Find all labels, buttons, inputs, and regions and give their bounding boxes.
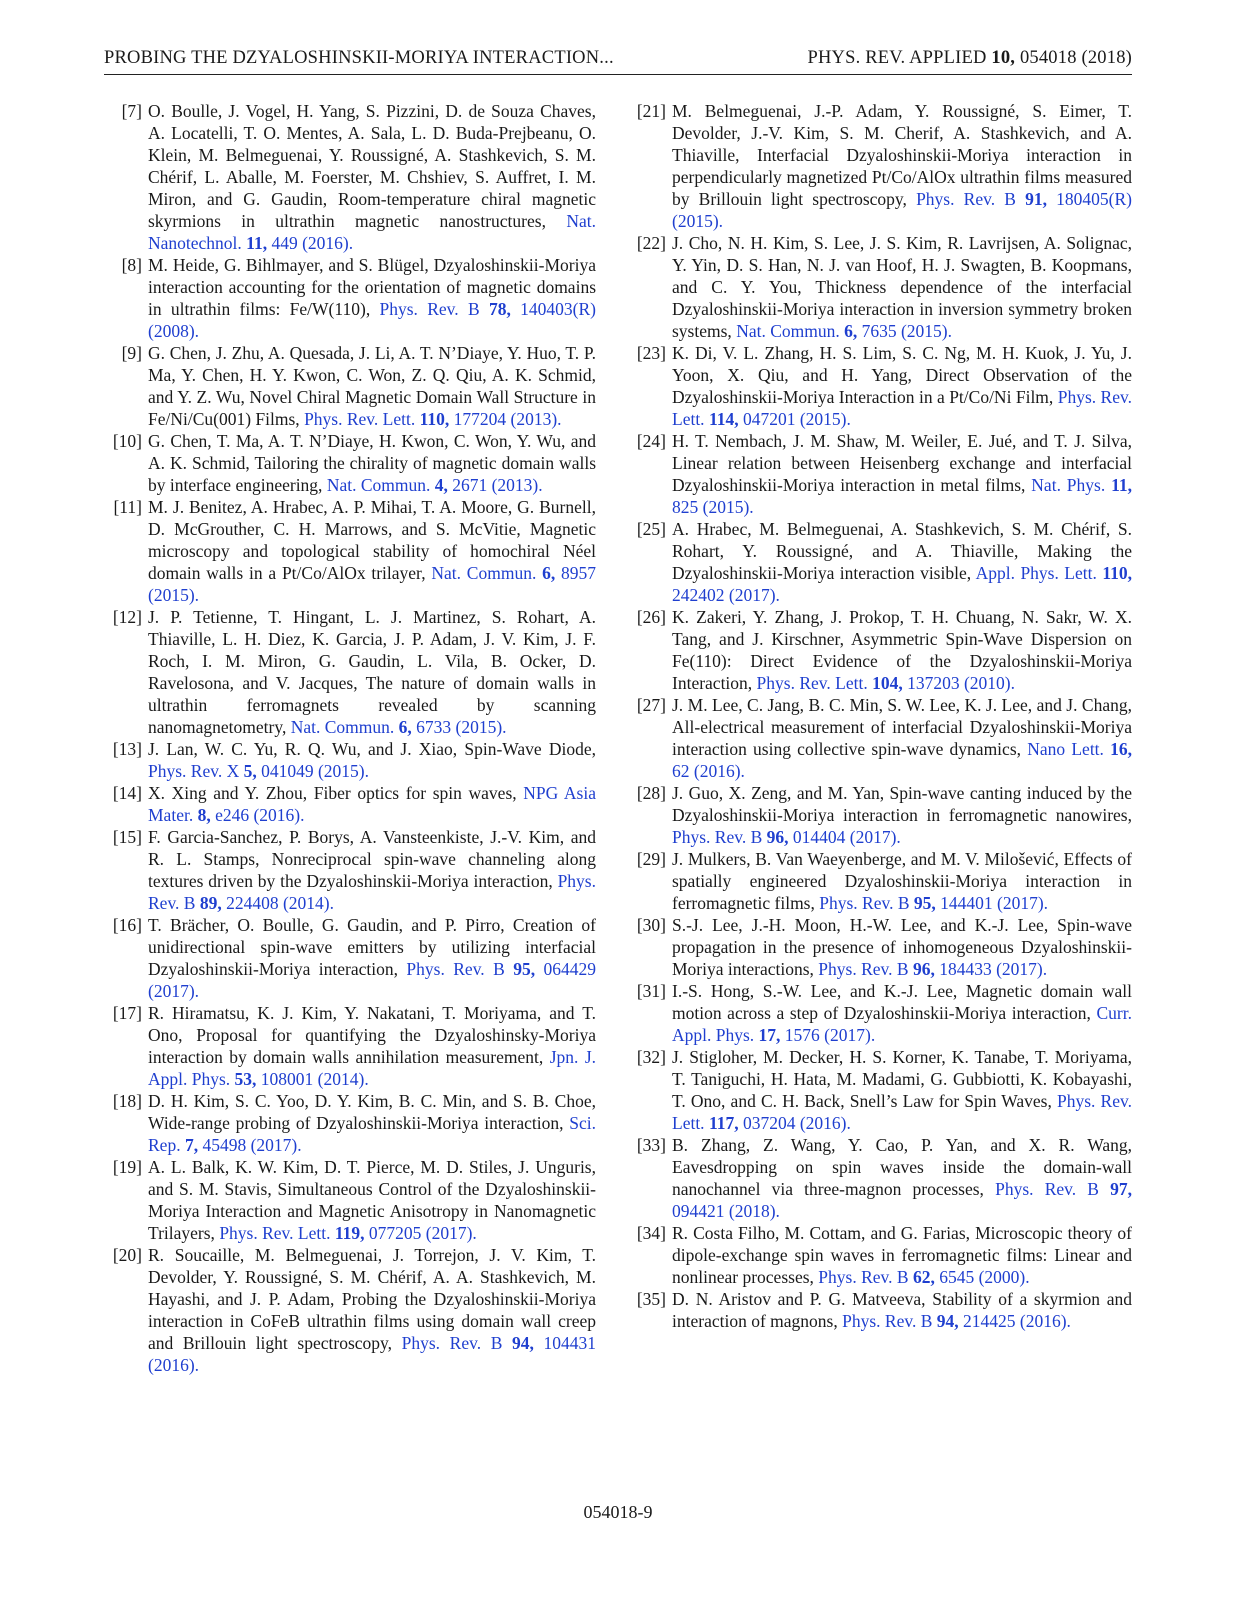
reference-pages-year: 037204 (2016). — [742, 1113, 851, 1133]
reference-number: [27] — [636, 695, 666, 715]
reference-item — [628, 782, 1132, 848]
reference-number: [12] — [112, 607, 142, 627]
reference-pages-year: 214425 (2016). — [963, 1311, 1071, 1331]
header-title: PROBING THE DZYALOSHINSKII-MORIYA INTERACTION... — [104, 48, 614, 68]
reference-pages-year: 8957 (2015). — [148, 563, 597, 605]
reference-link[interactable] — [818, 1267, 1029, 1287]
reference-item — [628, 914, 1132, 980]
reference-pages-year: 064429 (2017). — [148, 959, 597, 1001]
reference-text: X. Xing and Y. Zhou, Fiber optics for spin waves, — [148, 783, 517, 803]
reference-journal: Phys. Rev. B — [379, 299, 480, 319]
reference-volume: 7, — [184, 1135, 199, 1155]
reference-number: [33] — [636, 1135, 666, 1155]
reference-number: [11] — [113, 497, 142, 517]
reference-pages-year: 047201 (2015). — [742, 409, 851, 429]
reference-number: [26] — [636, 607, 666, 627]
reference-link[interactable] — [736, 321, 952, 341]
reference-journal: Nat. Nanotechnol. — [148, 211, 596, 253]
reference-item — [104, 254, 596, 342]
reference-volume: 95, — [913, 893, 936, 913]
reference-text: R. Soucaille, M. Belmeguenai, J. Torrejon, J. V. Kim, T. Devolder, Y. Roussigné, S. M. Chérif, A. A. Stashkevich, M. Hayashi, and J. P. Adam, Probing the Dzyaloshinskii-Moriya interaction in CoFeB ultrathin films using domain wall creep and Brillouin light spectroscopy, — [148, 1245, 596, 1353]
reference-number: [21] — [636, 101, 666, 121]
reference-link[interactable] — [818, 959, 1047, 979]
reference-journal: Nat. Phys. — [1031, 475, 1106, 495]
reference-item — [104, 1002, 596, 1090]
reference-link[interactable] — [672, 827, 901, 847]
reference-text: K. Zakeri, Y. Zhang, J. Prokop, T. H. Chuang, N. Sakr, W. X. Tang, and J. Kirschner, Asymmetric Spin-Wave Dispersion on Fe(110): Direct Evidence of the Dzyaloshinskii-Moriya Interaction, — [672, 607, 1132, 693]
reference-pages-year: 144401 (2017). — [940, 893, 1049, 913]
reference-number: [17] — [112, 1003, 142, 1023]
reference-volume: 17, — [758, 1025, 781, 1045]
reference-item — [628, 848, 1132, 914]
reference-journal: Phys. Rev. B — [148, 871, 596, 913]
reference-journal: Phys. Rev. B — [995, 1179, 1099, 1199]
reference-link[interactable] — [219, 1223, 476, 1243]
reference-pages-year: 2671 (2013). — [452, 475, 543, 495]
reference-pages-year: 041049 (2015). — [261, 761, 370, 781]
reference-number: [15] — [112, 827, 142, 847]
header-citation — [808, 48, 1133, 69]
reference-volume: 110, — [419, 409, 450, 429]
reference-link[interactable] — [757, 673, 1015, 693]
reference-item — [628, 430, 1132, 518]
reference-number: [13] — [112, 739, 142, 759]
reference-text: A. Hrabec, M. Belmeguenai, A. Stashkevich, S. M. Chérif, S. Rohart, Y. Roussigné, and A. Thiaville, Making the Dzyaloshinskii-Moriya interaction visible, — [672, 519, 1132, 583]
reference-journal: Sci. Rep. — [148, 1113, 596, 1155]
reference-item — [104, 826, 596, 914]
reference-pages-year: 180405(R) (2015). — [672, 189, 1132, 231]
reference-volume: 62, — [912, 1267, 935, 1287]
reference-number: [9] — [121, 343, 142, 363]
reference-text: M. J. Benitez, A. Hrabec, A. P. Mihai, T. A. Moore, G. Burnell, D. McGrouther, C. H. Marrows, and S. McVitie, Magnetic microscopy and topological stability of homochiral Néel domain walls in a Pt/Co/AlOx trilayer, — [148, 497, 596, 583]
reference-text: T. Brächer, O. Boulle, G. Gaudin, and P. Pirro, Creation of unidirectional spin-wave emitters by utilizing interfacial Dzyaloshinskii-Moriya interaction, — [148, 915, 596, 979]
reference-item — [628, 694, 1132, 782]
reference-number: [22] — [636, 233, 666, 253]
reference-journal: Nat. Commun. — [326, 475, 431, 495]
reference-journal: Phys. Rev. Lett. — [672, 1091, 1132, 1133]
running-header — [104, 44, 1132, 75]
reference-item — [628, 518, 1132, 606]
reference-item — [104, 430, 596, 496]
reference-number: [18] — [112, 1091, 142, 1111]
reference-number: [10] — [112, 431, 142, 451]
reference-number: [23] — [636, 343, 666, 363]
reference-number: [29] — [636, 849, 666, 869]
reference-journal: Phys. Rev. Lett. — [219, 1223, 331, 1243]
reference-link[interactable] — [304, 409, 561, 429]
reference-pages-year: 104431 (2016). — [148, 1333, 597, 1375]
reference-text: J. Guo, X. Zeng, and M. Yan, Spin-wave canting induced by the Dzyaloshinskii-Moriya interaction in ferromagnetic nanowires, — [672, 783, 1132, 825]
reference-pages-year: 140403(R) (2008). — [148, 299, 596, 341]
reference-journal: Jpn. J. Appl. Phys. — [148, 1047, 597, 1089]
reference-pages-year: 077205 (2017). — [368, 1223, 477, 1243]
reference-item — [628, 1134, 1132, 1222]
reference-link[interactable] — [842, 1311, 1071, 1331]
reference-pages-year: 1576 (2017). — [784, 1025, 876, 1045]
reference-volume: 95, — [513, 959, 536, 979]
reference-pages-year: 7635 (2015). — [861, 321, 953, 341]
reference-number: [14] — [112, 783, 142, 803]
reference-number: [16] — [112, 915, 142, 935]
reference-link[interactable] — [327, 475, 543, 495]
reference-text: R. Costa Filho, M. Cottam, and G. Farias, Microscopic theory of dipole-exchange spin waves in ferromagnetic films: Linear and nonlinear processes, — [672, 1223, 1132, 1287]
reference-journal: Phys. Rev. Lett. — [304, 409, 416, 429]
references-left-column — [104, 100, 596, 1376]
reference-item — [104, 100, 596, 254]
reference-item — [104, 1156, 596, 1244]
reference-journal: Phys. Rev. B — [916, 189, 1016, 209]
reference-text: D. H. Kim, S. C. Yoo, D. Y. Kim, B. C. Min, and S. B. Choe, Wide-range probing of Dzyaloshinskii-Moriya interaction, — [148, 1091, 596, 1133]
reference-item — [104, 1244, 596, 1376]
reference-pages-year: 449 (2016). — [271, 233, 354, 253]
reference-journal: Nat. Commun. — [431, 563, 537, 583]
reference-text: F. Garcia-Sanchez, P. Borys, A. Vansteenkiste, J.-V. Kim, and R. L. Stamps, Nonreciprocal spin-wave channeling along textures driven by the Dzyaloshinskii-Moriya interaction, — [148, 827, 596, 891]
reference-journal: Phys. Rev. B — [819, 893, 910, 913]
reference-pages-year: 825 (2015). — [672, 497, 754, 517]
reference-volume: 8, — [197, 805, 211, 825]
reference-volume: 97, — [1110, 1179, 1133, 1199]
header-volume: 10, — [991, 48, 1016, 68]
reference-volume: 94, — [512, 1333, 534, 1353]
reference-pages-year: 62 (2016). — [672, 761, 745, 781]
reference-pages-year: 6545 (2000). — [939, 1267, 1030, 1287]
reference-text: G. Chen, J. Zhu, A. Quesada, J. Li, A. T. N’Diaye, Y. Huo, T. P. Ma, Y. Chen, H. Y. Kwon, C. Won, Z. Q. Qiu, A. K. Schmid, and Y. Z. Wu, Novel Chiral Magnetic Domain Wall Structure in Fe/Ni/Cu(001) Films, — [148, 343, 596, 429]
reference-text: B. Zhang, Z. Wang, Y. Cao, P. Yan, and X. R. Wang, Eavesdropping on spin waves inside the domain-wall nanochannel via three-magnon processes, — [672, 1135, 1132, 1199]
reference-journal: Phys. Rev. B — [401, 1333, 503, 1353]
reference-text: H. T. Nembach, J. M. Shaw, M. Weiler, E. Jué, and T. J. Silva, Linear relation between Heisenberg exchange and interfacial Dzyaloshinskii-Moriya interaction in metal films, — [672, 431, 1132, 495]
reference-item — [104, 606, 596, 738]
reference-journal: Phys. Rev. B — [818, 959, 909, 979]
reference-item — [104, 738, 596, 782]
reference-item — [628, 1046, 1132, 1134]
reference-volume: 119, — [334, 1223, 365, 1243]
reference-text: K. Di, V. L. Zhang, H. S. Lim, S. C. Ng, M. H. Kuok, J. Yu, J. Yoon, X. Qiu, and H. Yang, Direct Observation of the Dzyaloshinskii-Moriya Interaction in a Pt/Co/Ni Film, — [672, 343, 1132, 407]
reference-volume: 11, — [246, 233, 268, 253]
reference-volume: 6, — [542, 563, 556, 583]
reference-item — [628, 232, 1132, 342]
reference-pages-year: 137203 (2010). — [907, 673, 1015, 693]
reference-journal: Phys. Rev. X — [148, 761, 240, 781]
reference-pages-year: 242402 (2017). — [672, 585, 780, 605]
reference-pages-year: 094421 (2018). — [672, 1201, 780, 1221]
reference-link[interactable] — [819, 893, 1048, 913]
reference-item — [628, 1222, 1132, 1288]
reference-pages-year: 6733 (2015). — [416, 717, 507, 737]
reference-link[interactable] — [291, 717, 507, 737]
reference-journal: Nat. Commun. — [290, 717, 395, 737]
reference-item — [104, 782, 596, 826]
reference-text: J. Stigloher, M. Decker, H. S. Korner, K. Tanabe, T. Moriyama, T. Taniguchi, H. Hata, M. Madami, G. Gubbiotti, K. Kobayashi, T. Ono, and C. H. Back, Snell’s Law for Spin Waves, — [672, 1047, 1132, 1111]
reference-number: [8] — [121, 255, 142, 275]
header-article: 054018 (2018) — [1019, 48, 1132, 68]
reference-number: [32] — [636, 1047, 666, 1067]
reference-number: [28] — [636, 783, 666, 803]
reference-number: [34] — [636, 1223, 666, 1243]
reference-pages-year: e246 (2016). — [215, 805, 305, 825]
reference-pages-year: 224408 (2014). — [226, 893, 335, 913]
reference-volume: 114, — [708, 409, 739, 429]
reference-journal: Curr. Appl. Phys. — [672, 1003, 1132, 1045]
reference-number: [35] — [636, 1289, 666, 1309]
reference-pages-year: 184433 (2017). — [939, 959, 1048, 979]
reference-item — [104, 1090, 596, 1156]
reference-text: J. Mulkers, B. Van Waeyenberge, and M. V. Milošević, Effects of spatially engineered Dzyaloshinskii-Moriya interaction in ferromagnetic films, — [672, 849, 1132, 913]
reference-journal: Appl. Phys. Lett. — [975, 563, 1097, 583]
header-journal: PHYS. REV. APPLIED — [807, 48, 987, 68]
reference-text: J. Lan, W. C. Yu, R. Q. Wu, and J. Xiao, Spin-Wave Diode, — [148, 739, 596, 759]
reference-volume: 6, — [844, 321, 858, 341]
references-right-column — [628, 100, 1132, 1332]
reference-text: O. Boulle, J. Vogel, H. Yang, S. Pizzini, D. de Souza Chaves, A. Locatelli, T. O. Mentes, A. Sala, L. D. Buda-Prejbeanu, O. Klein, M. Belmeguenai, Y. Roussigné, A. Stashkevich, S. M. Chérif, L. Aballe, M. Foerster, M. Chshiev, S. Auffret, I. M. Miron, and G. Gaudin, Room-temperature chiral magnetic skyrmions in ultrathin magnetic nanostructures, — [148, 101, 596, 231]
reference-text: M. Heide, G. Bihlmayer, and S. Blügel, Dzyaloshinskii-Moriya interaction accounting for the orientation of magnetic domains in ultrathin films: Fe/W(110), — [148, 255, 596, 319]
reference-number: [19] — [112, 1157, 142, 1177]
reference-item — [104, 496, 596, 606]
reference-journal: Phys. Rev. B — [672, 827, 763, 847]
reference-text: J. P. Tetienne, T. Hingant, L. J. Martinez, S. Rohart, A. Thiaville, L. H. Diez, K. Garcia, J. P. Adam, J. V. Kim, J. F. Roch, I. M. Miron, G. Gaudin, L. Vila, B. Ocker, D. Ravelosona, and V. Jacques, The nature of domain walls in ultrathin ferromagnets revealed by scanning nanomagnetometry, — [148, 607, 596, 737]
reference-item — [628, 1288, 1132, 1332]
reference-journal: Nat. Commun. — [736, 321, 840, 341]
reference-pages-year: 177204 (2013). — [453, 409, 562, 429]
reference-number: [7] — [121, 101, 142, 121]
reference-item — [628, 606, 1132, 694]
reference-number: [24] — [636, 431, 666, 451]
reference-volume: 5, — [243, 761, 257, 781]
reference-journal: Phys. Rev. Lett. — [756, 673, 868, 693]
reference-journal: Phys. Rev. Lett. — [672, 387, 1132, 429]
reference-volume: 91, — [1025, 189, 1047, 209]
reference-volume: 6, — [398, 717, 412, 737]
reference-journal: NPG Asia Mater. — [148, 783, 596, 825]
reference-text: J. Cho, N. H. Kim, S. Lee, J. S. Kim, R. Lavrijsen, A. Solignac, Y. Yin, D. S. Han, N. J. van Hoof, H. J. Swagten, B. Koopmans, and C. Y. You, Thickness dependence of the interfacial Dzyaloshinskii-Moriya interaction in inversion symmetry broken systems, — [672, 233, 1132, 341]
page-number: 054018-9 — [583, 1502, 653, 1522]
reference-volume: 78, — [488, 299, 511, 319]
reference-number: [31] — [636, 981, 666, 1001]
reference-volume: 89, — [199, 893, 222, 913]
reference-journal: Phys. Rev. B — [842, 1311, 933, 1331]
reference-text: D. N. Aristov and P. G. Matveeva, Stability of a skyrmion and interaction of magnons, — [672, 1289, 1132, 1331]
reference-text: S.-J. Lee, J.-H. Moon, H.-W. Lee, and K.-J. Lee, Spin-wave propagation in the presence of inhomogeneous Dzyaloshinskii-Moriya interactions, — [672, 915, 1132, 979]
reference-text: A. L. Balk, K. W. Kim, D. T. Pierce, M. D. Stiles, J. Unguris, and S. M. Stavis, Simultaneous Control of the Dzyaloshinskii-Moriya Interaction and Magnetic Anisotropy in Nanomagnetic Trilayers, — [148, 1157, 596, 1243]
reference-text: M. Belmeguenai, J.-P. Adam, Y. Roussigné, S. Eimer, T. Devolder, J.-V. Kim, S. M. Cherif, A. Stashkevich, and A. Thiaville, Interfacial Dzyaloshinskii-Moriya interaction in perpendicularly magnetized Pt/Co/AlOx ultrathin films measured by Brillouin light spectroscopy, — [672, 101, 1132, 209]
reference-text: J. M. Lee, C. Jang, B. C. Min, S. W. Lee, K. J. Lee, and J. Chang, All-electrical measurement of interfacial Dzyaloshinskii-Moriya interaction using collective spin-wave dynamics, — [672, 695, 1132, 759]
reference-volume: 117, — [708, 1113, 739, 1133]
reference-volume: 96, — [766, 827, 789, 847]
reference-volume: 110, — [1102, 563, 1132, 583]
reference-pages-year: 014404 (2017). — [792, 827, 901, 847]
reference-text: R. Hiramatsu, K. J. Kim, Y. Nakatani, T. Moriyama, and T. Ono, Proposal for quantifying the Dzyaloshinsky-Moriya interaction by domain walls annihilation measurement, — [148, 1003, 596, 1067]
reference-number: [25] — [636, 519, 666, 539]
reference-item — [628, 980, 1132, 1046]
reference-item — [104, 342, 596, 430]
reference-pages-year: 45498 (2017). — [202, 1135, 302, 1155]
reference-item — [628, 100, 1132, 232]
reference-pages-year: 108001 (2014). — [260, 1069, 369, 1089]
reference-volume: 16, — [1110, 739, 1133, 759]
reference-item — [104, 914, 596, 1002]
reference-journal: Phys. Rev. B — [818, 1267, 909, 1287]
reference-journal: Nano Lett. — [1027, 739, 1104, 759]
reference-volume: 11, — [1111, 475, 1132, 495]
reference-text: G. Chen, T. Ma, A. T. N’Diaye, H. Kwon, C. Won, Y. Wu, and A. K. Schmid, Tailoring the chirality of magnetic domain walls by interface engineering, — [148, 431, 596, 495]
reference-number: [30] — [636, 915, 666, 935]
reference-volume: 96, — [912, 959, 935, 979]
reference-text: I.-S. Hong, S.-W. Lee, and K.-J. Lee, Magnetic domain wall motion across a step of Dzyaloshinskii-Moriya interaction, — [672, 981, 1132, 1023]
reference-volume: 104, — [872, 673, 903, 693]
reference-number: [20] — [112, 1245, 142, 1265]
reference-link[interactable] — [148, 761, 369, 781]
reference-volume: 53, — [234, 1069, 257, 1089]
reference-item — [628, 342, 1132, 430]
reference-volume: 94, — [936, 1311, 959, 1331]
reference-volume: 4, — [434, 475, 448, 495]
reference-journal: Phys. Rev. B — [406, 959, 505, 979]
